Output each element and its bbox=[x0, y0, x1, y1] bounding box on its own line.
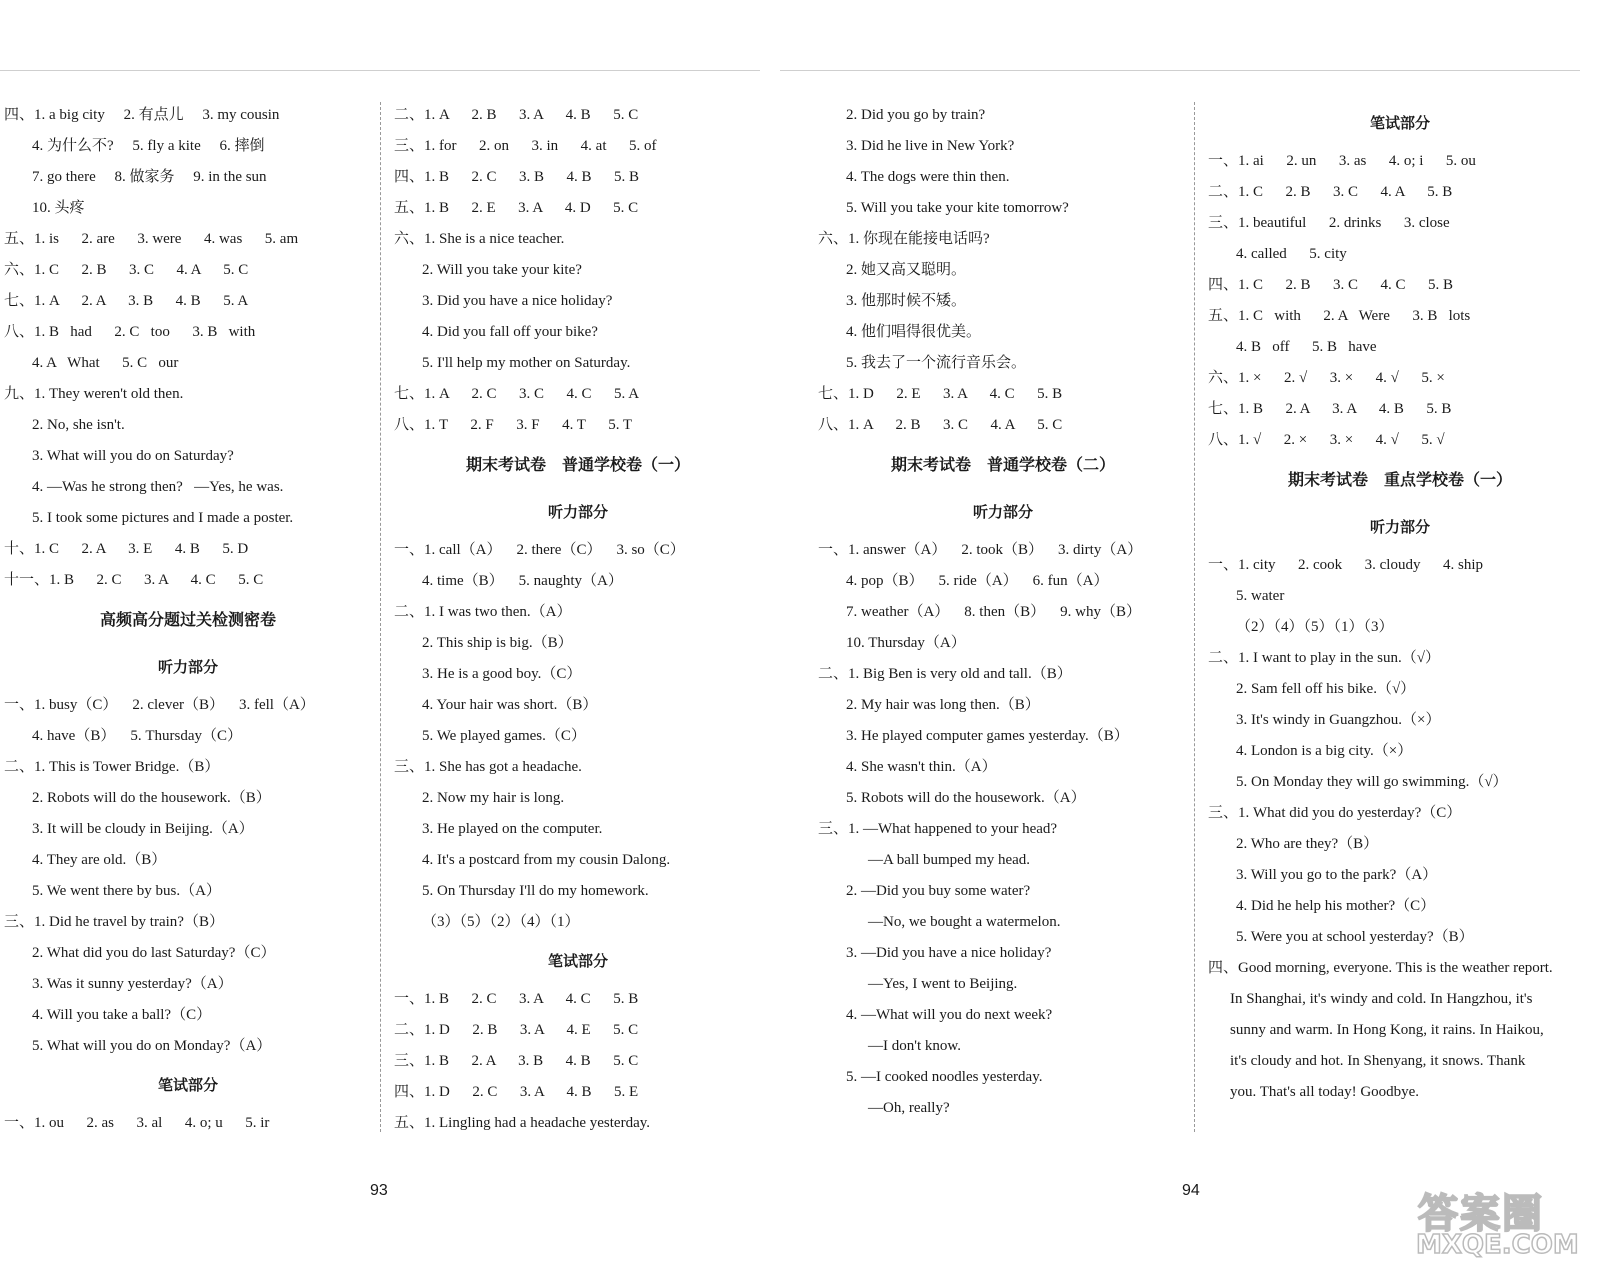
answer-line: 十、1. C 2. A 3. E 4. B 5. D bbox=[4, 541, 249, 557]
section-subtitle: 笔试部分 bbox=[1369, 114, 1430, 132]
section-subtitle: 听力部分 bbox=[547, 503, 608, 521]
answer-line: 六、1. × 2. √ 3. × 4. √ 5. × bbox=[1208, 370, 1445, 386]
answer-line: 三、1. She has got a headache. bbox=[394, 759, 582, 775]
top-rule-left bbox=[0, 70, 760, 71]
answer-line: 四、1. B 2. C 3. B 4. B 5. B bbox=[394, 169, 640, 185]
answer-line: 3. What will you do on Saturday? bbox=[32, 448, 234, 464]
answer-line: 2. Sam fell off his bike.（√） bbox=[1236, 681, 1416, 697]
section-title: 期末考试卷 普通学校卷（一） bbox=[465, 455, 690, 474]
answer-line: 3. He played computer games yesterday.（B） bbox=[846, 728, 1129, 744]
answer-line: 二、1. C 2. B 3. C 4. A 5. B bbox=[1208, 184, 1453, 200]
answer-line: 2. No, she isn't. bbox=[32, 417, 125, 433]
answer-line: 3. 他那时候不矮。 bbox=[846, 293, 967, 309]
answer-line: 3. Will you go to the park?（A） bbox=[1236, 867, 1438, 883]
answer-line: 2. Did you go by train? bbox=[846, 107, 986, 123]
answer-line: 五、1. Lingling had a headache yesterday. bbox=[394, 1115, 651, 1131]
top-rule-right bbox=[780, 70, 1580, 71]
answer-line: 4. Did he help his mother?（C） bbox=[1236, 898, 1436, 914]
answer-line: 4. The dogs were thin then. bbox=[846, 169, 1010, 185]
answer-line: 八、1. B had 2. C too 3. B with bbox=[4, 324, 256, 340]
answer-line: 2. 她又高又聪明。 bbox=[846, 262, 967, 278]
answer-line: 三、1. beautiful 2. drinks 3. close bbox=[1208, 215, 1450, 231]
answer-line: 3. It's windy in Guangzhou.（×） bbox=[1236, 712, 1441, 728]
answer-line: 10. 头疼 bbox=[32, 200, 85, 216]
answer-line: 5. Were you at school yesterday?（B） bbox=[1236, 929, 1474, 945]
answer-line: 5. I took some pictures and I made a poster. bbox=[32, 510, 294, 526]
answer-line: 六、1. 你现在能接电话吗? bbox=[818, 231, 990, 247]
answer-line: 八、1. A 2. B 3. C 4. A 5. C bbox=[818, 417, 1063, 433]
answer-line: 4. called 5. city bbox=[1236, 246, 1347, 262]
column-4 bbox=[1208, 100, 1592, 1108]
section-title: 高频高分题过关检测密卷 bbox=[99, 610, 276, 629]
answer-line: 六、1. C 2. B 3. C 4. A 5. C bbox=[4, 262, 249, 278]
answer-line: 一、1. ou 2. as 3. al 4. o; u 5. ir bbox=[4, 1115, 270, 1131]
answer-line: 5. water bbox=[1236, 588, 1285, 604]
answer-line: 4. pop（B） 5. ride（A） 6. fun（A） bbox=[846, 573, 1109, 589]
answer-line: 一、1. call（A） 2. there（C） 3. so（C） bbox=[394, 542, 685, 558]
answer-line: 4. London is a big city.（×） bbox=[1236, 743, 1413, 759]
answer-line: 五、1. is 2. are 3. were 4. was 5. am bbox=[4, 231, 299, 247]
answer-line: 5. What will you do on Monday?（A） bbox=[32, 1038, 272, 1054]
answer-line: 四、1. D 2. C 3. A 4. B 5. E bbox=[394, 1084, 639, 1100]
answer-line: 7. weather（A） 8. then（B） 9. why（B） bbox=[846, 604, 1141, 620]
answer-line: 二、1. D 2. B 3. A 4. E 5. C bbox=[394, 1022, 639, 1038]
answer-line: 2. What did you do last Saturday?（C） bbox=[32, 945, 276, 961]
section-subtitle: 听力部分 bbox=[1369, 518, 1430, 536]
answer-line: 2. —Did you buy some water? bbox=[846, 883, 1031, 899]
watermark-site: MXQE.COM bbox=[1416, 1230, 1579, 1260]
answer-line: 4. time（B） 5. naughty（A） bbox=[422, 573, 623, 589]
answer-line: 4. 为什么不? 5. fly a kite 6. 摔倒 bbox=[32, 138, 265, 154]
answer-line: （3）（5）（2）（4）（1） bbox=[422, 914, 580, 930]
answer-line: 六、1. She is a nice teacher. bbox=[394, 231, 565, 247]
answer-line: In Shanghai, it's windy and cold. In Hangzhou, it's bbox=[1230, 991, 1533, 1007]
answer-line: 七、1. D 2. E 3. A 4. C 5. B bbox=[818, 386, 1063, 402]
answer-line: 四、1. a big city 2. 有点儿 3. my cousin bbox=[4, 107, 280, 123]
answer-line: 四、1. C 2. B 3. C 4. C 5. B bbox=[1208, 277, 1454, 293]
answer-line: 4. She wasn't thin.（A） bbox=[846, 759, 997, 775]
column-2 bbox=[394, 100, 762, 1139]
section-title: 期末考试卷 普通学校卷（二） bbox=[890, 455, 1115, 474]
answer-line: 4. Did you fall off your bike? bbox=[422, 324, 598, 340]
answer-line: —Yes, I went to Beijing. bbox=[868, 976, 1018, 992]
answer-line: 3. Was it sunny yesterday?（A） bbox=[32, 976, 233, 992]
page-number-right: 94 bbox=[1182, 1182, 1200, 1199]
answer-line: 三、1. for 2. on 3. in 4. at 5. of bbox=[394, 138, 657, 154]
answer-line: 七、1. B 2. A 3. A 4. B 5. B bbox=[1208, 401, 1452, 417]
answer-line: 3. He is a good boy.（C） bbox=[422, 666, 582, 682]
answer-line: —I don't know. bbox=[868, 1038, 961, 1054]
answer-line: 十一、1. B 2. C 3. A 4. C 5. C bbox=[4, 572, 264, 588]
answer-line: （2）（4）（5）（1）（3） bbox=[1236, 619, 1394, 635]
answer-line: 7. go there 8. 做家务 9. in the sun bbox=[32, 169, 267, 185]
answer-line: 5. I'll help my mother on Saturday. bbox=[422, 355, 631, 371]
answer-line: 5. Robots will do the housework.（A） bbox=[846, 790, 1086, 806]
column-3 bbox=[818, 100, 1188, 1124]
answer-line: 八、1. T 2. F 3. F 4. T 5. T bbox=[394, 417, 633, 433]
answer-line: 八、1. √ 2. × 3. × 4. √ 5. √ bbox=[1208, 432, 1445, 448]
answer-line: 七、1. A 2. A 3. B 4. B 5. A bbox=[4, 293, 249, 309]
answer-line: 2. Robots will do the housework.（B） bbox=[32, 790, 271, 806]
answer-line: 4. Your hair was short.（B） bbox=[422, 697, 598, 713]
column-divider-2 bbox=[1194, 102, 1195, 1132]
answer-line: 4. —What will you do next week? bbox=[846, 1007, 1053, 1023]
section-title: 期末考试卷 重点学校卷（一） bbox=[1287, 470, 1512, 489]
answer-line: 四、Good morning, everyone. This is the weather report. bbox=[1208, 960, 1553, 976]
answer-line: 二、1. I was two then.（A） bbox=[394, 604, 572, 620]
answer-line: sunny and warm. In Hong Kong, it rains. In Haikou, bbox=[1230, 1022, 1544, 1038]
answer-line: 5. We played games.（C） bbox=[422, 728, 586, 744]
answer-line: 一、1. busy（C） 2. clever（B） 3. fell（A） bbox=[4, 697, 315, 713]
answer-line: 3. —Did you have a nice holiday? bbox=[846, 945, 1052, 961]
answer-line: 五、1. C with 2. A Were 3. B lots bbox=[1208, 308, 1471, 324]
answer-line: 一、1. answer（A） 2. took（B） 3. dirty（A） bbox=[818, 542, 1143, 558]
answer-line: you. That's all today! Goodbye. bbox=[1230, 1084, 1420, 1100]
answer-line: 三、1. B 2. A 3. B 4. B 5. C bbox=[394, 1053, 639, 1069]
answer-line: 4. A What 5. C our bbox=[32, 355, 179, 371]
column-divider-1 bbox=[380, 102, 381, 1132]
answer-line: 二、1. I want to play in the sun.（√） bbox=[1208, 650, 1440, 666]
answer-line: 2. Will you take your kite? bbox=[422, 262, 582, 278]
answer-line: 2. This ship is big.（B） bbox=[422, 635, 573, 651]
answer-line: 九、1. They weren't old then. bbox=[4, 386, 184, 402]
answer-line: 5. On Thursday I'll do my homework. bbox=[422, 883, 649, 899]
answer-line: 4. Will you take a ball?（C） bbox=[32, 1007, 212, 1023]
answer-line: 3. Did you have a nice holiday? bbox=[422, 293, 613, 309]
section-subtitle: 笔试部分 bbox=[547, 952, 608, 970]
page-number-left: 93 bbox=[370, 1182, 388, 1199]
section-subtitle: 笔试部分 bbox=[157, 1076, 218, 1094]
answer-line: 一、1. B 2. C 3. A 4. C 5. B bbox=[394, 991, 639, 1007]
answer-line: —A ball bumped my head. bbox=[868, 852, 1031, 868]
answer-line: 10. Thursday（A） bbox=[846, 635, 966, 651]
answer-line: 4. have（B） 5. Thursday（C） bbox=[32, 728, 242, 744]
answer-line: 4. —Was he strong then? —Yes, he was. bbox=[32, 479, 284, 495]
answer-line: 4. B off 5. B have bbox=[1236, 339, 1377, 355]
answer-line: 七、1. A 2. C 3. C 4. C 5. A bbox=[394, 386, 640, 402]
answer-line: 4. They are old.（B） bbox=[32, 852, 167, 868]
answer-line: 三、1. What did you do yesterday?（C） bbox=[1208, 805, 1462, 821]
answer-line: —Oh, really? bbox=[868, 1100, 950, 1116]
answer-line: 2. Who are they?（B） bbox=[1236, 836, 1379, 852]
answer-line: 5. On Monday they will go swimming.（√） bbox=[1236, 774, 1508, 790]
section-subtitle: 听力部分 bbox=[157, 658, 218, 676]
watermark-logo bbox=[1412, 1182, 1592, 1262]
answer-line: 5. Will you take your kite tomorrow? bbox=[846, 200, 1069, 216]
answer-line: 5. —I cooked noodles yesterday. bbox=[846, 1069, 1043, 1085]
answer-line: 2. Now my hair is long. bbox=[422, 790, 565, 806]
answer-line: 五、1. B 2. E 3. A 4. D 5. C bbox=[394, 200, 639, 216]
answer-line: 二、1. This is Tower Bridge.（B） bbox=[4, 759, 220, 775]
answer-line: 二、1. Big Ben is very old and tall.（B） bbox=[818, 666, 1072, 682]
answer-line: 一、1. city 2. cook 3. cloudy 4. ship bbox=[1208, 557, 1483, 573]
column-1 bbox=[4, 100, 372, 1139]
section-subtitle: 听力部分 bbox=[972, 503, 1033, 521]
answer-line: 5. 我去了一个流行音乐会。 bbox=[846, 355, 1027, 371]
answer-line: 5. We went there by bus.（A） bbox=[32, 883, 221, 899]
answer-line: 4. 他们唱得很优美。 bbox=[846, 324, 982, 340]
answer-line: 三、1. Did he travel by train?（B） bbox=[4, 914, 224, 930]
answer-line: 一、1. ai 2. un 3. as 4. o; i 5. ou bbox=[1208, 153, 1476, 169]
watermark-chinese: 答案圈 bbox=[1418, 1191, 1544, 1237]
answer-line: 二、1. A 2. B 3. A 4. B 5. C bbox=[394, 107, 639, 123]
answer-line: it's cloudy and hot. In Shenyang, it snows. Thank bbox=[1230, 1053, 1526, 1069]
answer-line: —No, we bought a watermelon. bbox=[868, 914, 1061, 930]
answer-line: 3. He played on the computer. bbox=[422, 821, 603, 837]
answer-line: 三、1. —What happened to your head? bbox=[818, 821, 1058, 837]
answer-line: 2. My hair was long then.（B） bbox=[846, 697, 1040, 713]
answer-line: 3. It will be cloudy in Beijing.（A） bbox=[32, 821, 254, 837]
answer-line: 4. It's a postcard from my cousin Dalong. bbox=[422, 852, 671, 868]
answer-line: 3. Did he live in New York? bbox=[846, 138, 1015, 154]
